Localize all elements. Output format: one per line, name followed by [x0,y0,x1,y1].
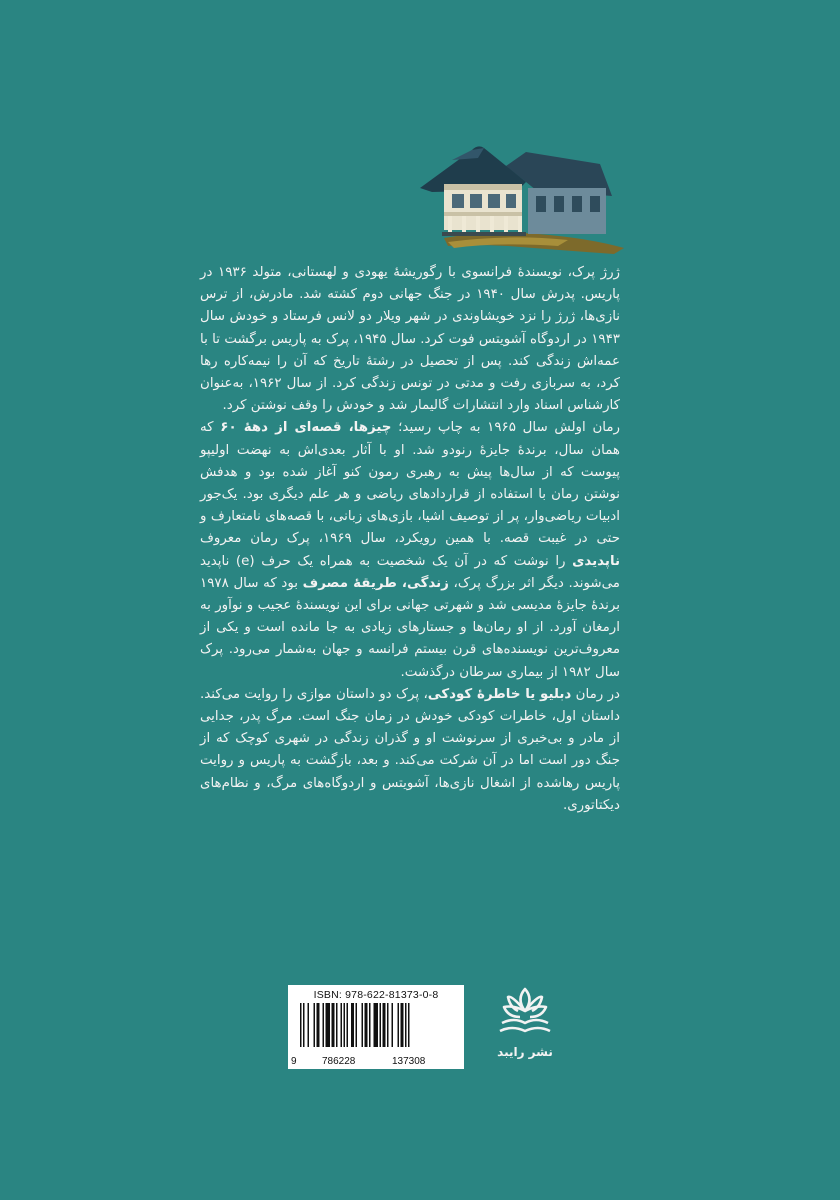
barcode-bar [317,1003,320,1047]
book-description [200,262,620,817]
house-illustration-icon [418,130,630,260]
isbn-label: ISBN: 978-622-81373-0-8 [313,989,439,1001]
barcode-bar [347,1003,349,1047]
publisher-logo [494,983,556,1073]
para2-text-e: بود که سال ۱۹۷۸ برندهٔ جایزهٔ مدیسی شد و شهرتی جهانی برای این نویسندهٔ عجیب و نوآور به ارمغان آورد. از او رمان‌ها و جستارهای زیادی به جا مانده است و یکی از معروف‌ترین نویسنده‌های قرن بیستم فرانسه و جهان به‌شمار می‌رود. پرک سال ۱۹۸۲ از بیماری سرطان درگذشت. [200,575,620,680]
barcode-bar [314,1003,316,1047]
barcode-bar [401,1003,404,1047]
barcode-bar [303,1003,305,1047]
barcode-bar [332,1003,335,1047]
book-title-things: چیزها، قصه‌ای از دههٔ ۶۰ [220,420,392,436]
isbn-barcode [288,985,464,1069]
description-paragraph-3 [200,684,620,817]
barcode-bar [392,1003,394,1047]
book-title-life-user-manual: زندگی، طریقهٔ مصرف [302,575,449,591]
barcode-bar [341,1003,343,1047]
barcode-bar [308,1003,310,1047]
barcode-digits-right: 137308 [392,1056,426,1067]
barcode-bar [300,1003,302,1047]
description-paragraph-2 [200,417,620,683]
barcode-digit-first: 9 [291,1056,297,1067]
barcode-bar [383,1003,386,1047]
barcode-bar [374,1003,379,1047]
barcode-bar [380,1003,382,1047]
publisher-name: نشر رایبد [497,1045,553,1059]
para2-text-c: که همان سال، برندهٔ جایزهٔ رنودو شد. او با آثار بعدی‌اش به نهضت اولیپو پیوست که از سال‌ها پیش به رهبری رمون کنو آغاز شده بود و هدفش نوشتن رمان با استفاده از قراردادهای ریاضی و هر علم دیگری بود. یک‌جور ادبیات ریاضی‌وار، پر از توصیف اشیا، بازی‌های زبانی، با قصه‌های نامتعارف و حتی در غیبت قصه. با همین رویکرد، سال ۱۹۶۹، پرک رمان معروف [200,420,620,547]
barcode-bar [326,1003,331,1047]
description-paragraph-1: ژرژ پرک، نویسندهٔ فرانسوی با رگوریشهٔ یهودی و لهستانی، متولد ۱۹۳۶ در پاریس. پدرش سال ۱۹۴۰ در جنگ جهانی دوم کشته شد. مادرش، از ترس نازی‌ها، ژرژ را نزد خویشاوندی در شهر ویلار دو لانس فرستاد و خودش سال ۱۹۴۳ در اردوگاه آشویتس فوت کرد. سال ۱۹۴۵، پرک به پاریس برگشت تا با عمه‌اش زندگی کند. پس از تحصیل در رشتهٔ تاریخ که آن را نیمه‌کاره رها کرد، به سربازی رفت و مدتی در تونس زندگی کرد. از سال ۱۹۶۲، به‌عنوان کارشناس اسناد وارد انتشارات گالیمار شد و خودش را وقف نوشتن کرد. [200,265,620,414]
barcode-bar [398,1003,400,1047]
para2-text-d: را نوشت که در آن یک شخصیت به همراه یک حرف (e) ناپدید می‌شوند. دیگر اثر بزرگ پرک، [200,553,620,591]
barcode-bar [323,1003,325,1047]
barcode-bar [365,1003,368,1047]
barcode-bar [408,1003,410,1047]
barcode-bars [300,1003,454,1055]
barcode-bar [344,1003,346,1047]
barcode-bar [405,1003,407,1047]
barcode-bar [387,1003,389,1047]
para3-text-c: ، پرک دو داستان موازی را روایت می‌کند. داستان اول، خاطرات کودکی خودش در زمان جنگ است. مرگ پدر، جدایی از مادر و بی‌خبری از سرنوشت او و گذران زندگی در شهری کوچک که از جنگ دور است اما در آن شرکت می‌کند. و بعد، بازگشت به پاریس و روایت پاریس رهاشده از اشغال نازی‌ها، آشویتس و اردوگاه‌های مرگ، و نظام‌های دیکتاتوری. [200,686,620,813]
book-title-w: دبلیو یا خاطرهٔ کودکی [427,686,572,702]
para2-text-a: رمان اولش سال ۱۹۶۵ به چاپ رسید؛ [391,420,620,436]
barcode-bar [351,1003,354,1047]
barcode-digits-left: 786228 [322,1056,356,1067]
barcode-bar [336,1003,338,1047]
barcode-bar [369,1003,371,1047]
book-title-disappearance: ناپدیدی [572,553,620,569]
barcode-bar [356,1003,358,1047]
lotus-book-icon [494,983,556,1045]
barcode-bar [362,1003,364,1047]
para3-text-a: در رمان [571,686,621,702]
